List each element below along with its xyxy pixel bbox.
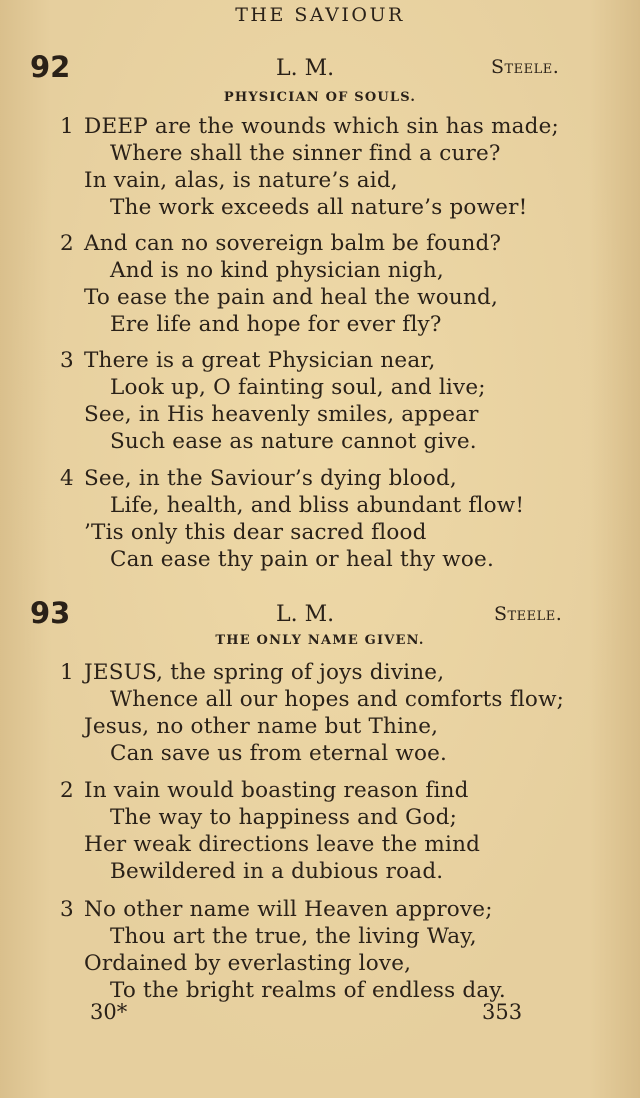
verse-line: Such ease as nature cannot give. <box>110 429 477 454</box>
verse-line: JESUS, the spring of joys divine, <box>84 660 445 685</box>
verse-line: No other name will Heaven approve; <box>84 897 493 922</box>
verse-line: Can save us from eternal woe. <box>110 741 448 766</box>
hymn-meter: L. M. <box>276 602 335 627</box>
verse-line: To the bright realms of endless day. <box>110 978 506 1003</box>
verse-number: 3 <box>60 897 74 922</box>
verse-line: Bewildered in a dubious road. <box>110 859 444 884</box>
verse-line: ’Tis only this dear sacred flood <box>84 520 427 545</box>
hymn-number: 92 <box>30 50 71 84</box>
verse-line: Whence all our hopes and comforts flow; <box>110 687 565 712</box>
verse-number: 2 <box>60 778 74 803</box>
verse-line: Jesus, no other name but Thine, <box>84 714 439 739</box>
verse-line: And is no kind physician nigh, <box>110 258 444 283</box>
hymn-author: Steele. <box>491 56 560 78</box>
verse-line: Ordained by everlasting love, <box>84 951 412 976</box>
verse-number: 2 <box>60 231 74 256</box>
verse-line: See, in His heavenly smiles, appear <box>84 402 479 427</box>
verse-line: There is a great Physician near, <box>84 348 436 373</box>
signature-mark: 30* <box>90 1000 128 1024</box>
verse-line: Ere life and hope for ever fly? <box>110 312 442 337</box>
verse-line: Thou art the true, the living Way, <box>110 924 477 949</box>
verse-number: 4 <box>60 466 74 491</box>
running-head: THE SAVIOUR <box>235 4 405 26</box>
verse-number: 1 <box>60 114 74 139</box>
verse-line: The work exceeds all nature’s power! <box>110 195 528 220</box>
verse-line: Life, health, and bliss abundant flow! <box>110 493 525 518</box>
verse-line: In vain, alas, is nature’s aid, <box>84 168 398 193</box>
hymn-subtitle: PHYSICIAN OF SOULS. <box>223 90 417 105</box>
hymn-subtitle: THE ONLY NAME GIVEN. <box>215 633 425 648</box>
verse-line: In vain would boasting reason find <box>84 778 469 803</box>
hymn-author: Steele. <box>494 603 563 625</box>
verse-line: See, in the Saviour’s dying blood, <box>84 466 457 491</box>
verse-line: To ease the pain and heal the wound, <box>84 285 499 310</box>
verse-line: And can no sovereign balm be found? <box>84 231 502 256</box>
verse-line: Where shall the sinner find a cure? <box>110 141 501 166</box>
verse-number: 3 <box>60 348 74 373</box>
page-number: 353 <box>482 1000 523 1024</box>
verse-number: 1 <box>60 660 74 685</box>
verse-line: Can ease thy pain or heal thy woe. <box>110 547 495 572</box>
hymn-number: 93 <box>30 596 71 630</box>
verse-line: Her weak directions leave the mind <box>84 832 481 857</box>
hymn-meter: L. M. <box>276 56 335 81</box>
verse-line: DEEP are the wounds which sin has made; <box>84 114 560 139</box>
verse-line: Look up, O fainting soul, and live; <box>110 375 486 400</box>
verse-line: The way to happiness and God; <box>110 805 458 830</box>
